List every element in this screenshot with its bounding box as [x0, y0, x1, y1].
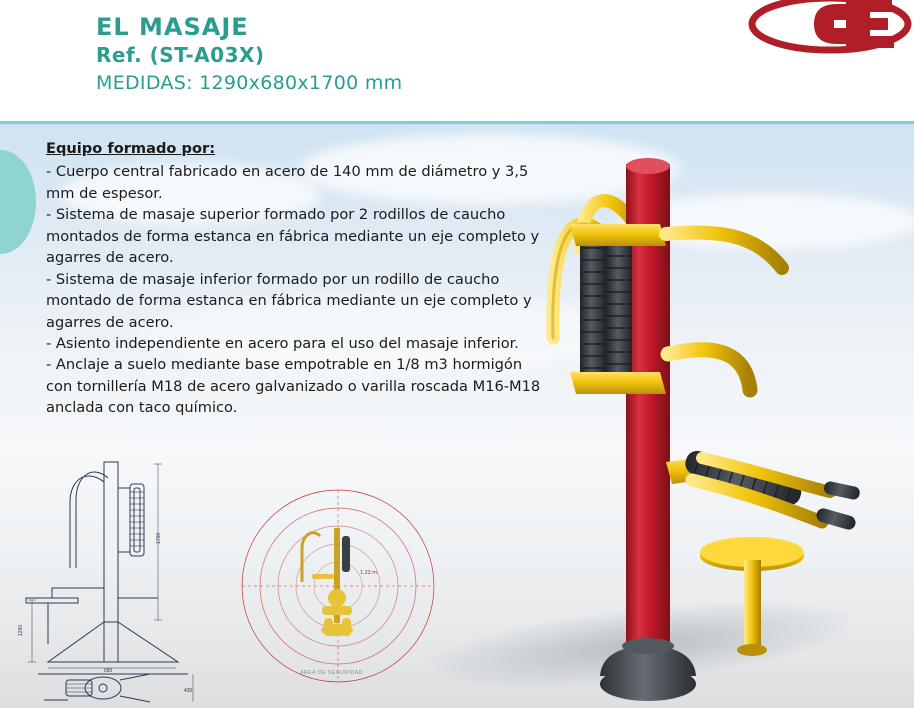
- page-title: EL MASAJE: [96, 13, 249, 41]
- svg-text:1290: 1290: [18, 624, 24, 636]
- svg-text:680: 680: [104, 668, 113, 674]
- svg-text:1700: 1700: [156, 532, 162, 544]
- teal-divider: [0, 121, 914, 124]
- safety-radius-label: 1,23 m: [360, 570, 377, 576]
- description-line: - Anclaje a suelo mediante base empotrable en 1/8 m3 hormigón con tornillería M18 de acero galvanizado o varilla roscada M16-M18 anclada con taco químico.: [46, 356, 541, 417]
- description-line: - Sistema de masaje inferior formado por un rodillo de caucho montado de forma estanca en fábrica mediante un eje completo y agarres de acero.: [46, 270, 532, 331]
- svg-text:430: 430: [184, 688, 193, 694]
- safety-area-plan: [238, 478, 443, 703]
- title-block: [96, 14, 402, 96]
- product-measures: MEDIDAS: 1290x680x1700 mm: [96, 71, 403, 94]
- safety-caption: AREA DE SEGURIDAD: [300, 670, 363, 676]
- description-heading: Equipo formado por:: [46, 140, 216, 157]
- company-logo: [742, 0, 912, 74]
- description-line: - Sistema de masaje superior formado por 2 rodillos de caucho montados de forma estanca en fábrica mediante un eje completo y agarres de acero.: [46, 206, 540, 267]
- technical-drawing: [8, 448, 223, 703]
- description-line: - Asiento independiente en acero para el uso del masaje inferior.: [46, 334, 519, 352]
- page-header: [0, 0, 914, 118]
- description-line: - Cuerpo central fabricado en acero de 140 mm de diámetro y 3,5 mm de espesor.: [46, 163, 529, 202]
- description-block: [46, 138, 546, 419]
- product-reference: Ref. (ST-A03X): [96, 42, 265, 67]
